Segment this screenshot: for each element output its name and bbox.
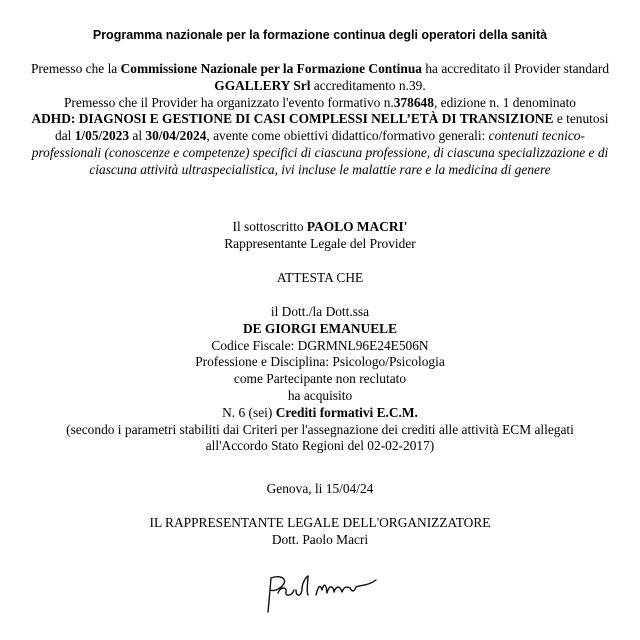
date-separator: al — [129, 128, 146, 144]
premise-1-prefix: Premesso che la — [30, 61, 121, 76]
event-number: 378648 — [393, 94, 434, 110]
premise-1-middle: ha accreditato il Provider standard — [422, 61, 610, 76]
signatory-name: PAOLO MACRI' — [306, 219, 408, 234]
signatory-line — [0, 219, 640, 236]
credits-count: N. 6 (sei) — [222, 404, 276, 420]
signatory-block — [0, 219, 640, 253]
signatory-role: Rappresentante Legale del Provider — [224, 235, 416, 251]
handwritten-signature — [256, 568, 396, 618]
participant-name: DE GIORGI EMANUELE — [242, 320, 397, 336]
credits-label: Crediti formativi E.C.M. — [275, 404, 418, 420]
provider-name: GGALLERY Srl — [214, 77, 311, 93]
commission-name: Commissione Nazionale per la Formazione Continua — [120, 61, 422, 76]
closing-block — [0, 515, 640, 549]
premise-1-suffix: accreditamento n.39. — [310, 77, 426, 93]
criteria-line-1: (secondo i parametri stabiliti dai Criteri per l'assegnazione dei crediti alle attività ECM allegati — [66, 421, 574, 437]
participant-block — [0, 304, 640, 455]
event-title: ADHD: DIAGNOSI E GESTIONE DI CASI COMPLESSI NELL’ETÀ DI TRANSIZIONE — [31, 111, 554, 127]
premise-text — [30, 61, 610, 179]
acquired-text: ha acquisito — [287, 387, 353, 403]
participant-salutation: il Dott./la Dott.ssa — [270, 304, 370, 319]
credits-line — [0, 405, 640, 422]
program-heading: Programma nazionale per la formazione continua degli operatori della sanità — [92, 28, 548, 42]
closing-title: IL RAPPRESENTANTE LEGALE DELL'ORGANIZZATORE — [149, 515, 491, 530]
objectives-text: contenuti tecnico-professionali (conoscenze e competenze) specifici di ciascuna professione, di ciascuna specializzazione e di ciascuna attività ultraspecialistica, ivi incluse le malattie rare e la medicina di genere — [31, 128, 609, 177]
objectives-prefix: , avente come obiettivi didattico/formativo generali: — [206, 128, 489, 144]
date-from: 1/05/2023 — [74, 128, 130, 144]
attesta-che: ATTESTA CHE — [276, 270, 364, 285]
closing-name: Dott. Paolo Macri — [271, 531, 369, 547]
profession-discipline: Professione e Disciplina: Psicologo/Psicologia — [195, 354, 445, 370]
place-date: Genova, li 15/04/24 — [266, 481, 374, 496]
premise-2-middle: , edizione n. 1 denominato — [433, 94, 576, 110]
signatory-prefix: Il sottoscritto — [232, 219, 307, 234]
participation-type: come Partecipante non reclutato — [233, 371, 407, 387]
premise-2-prefix: Premesso che il Provider ha organizzato l'evento formativo n. — [63, 94, 394, 110]
date-to: 30/04/2024 — [145, 128, 207, 144]
fiscal-code: Codice Fiscale: DGRMNL96E24E506N — [211, 337, 429, 353]
held-prefix: e tenutosi dal — [55, 111, 609, 144]
criteria-line-2: all'Accordo Stato Regioni del 02-02-2017) — [205, 438, 435, 454]
